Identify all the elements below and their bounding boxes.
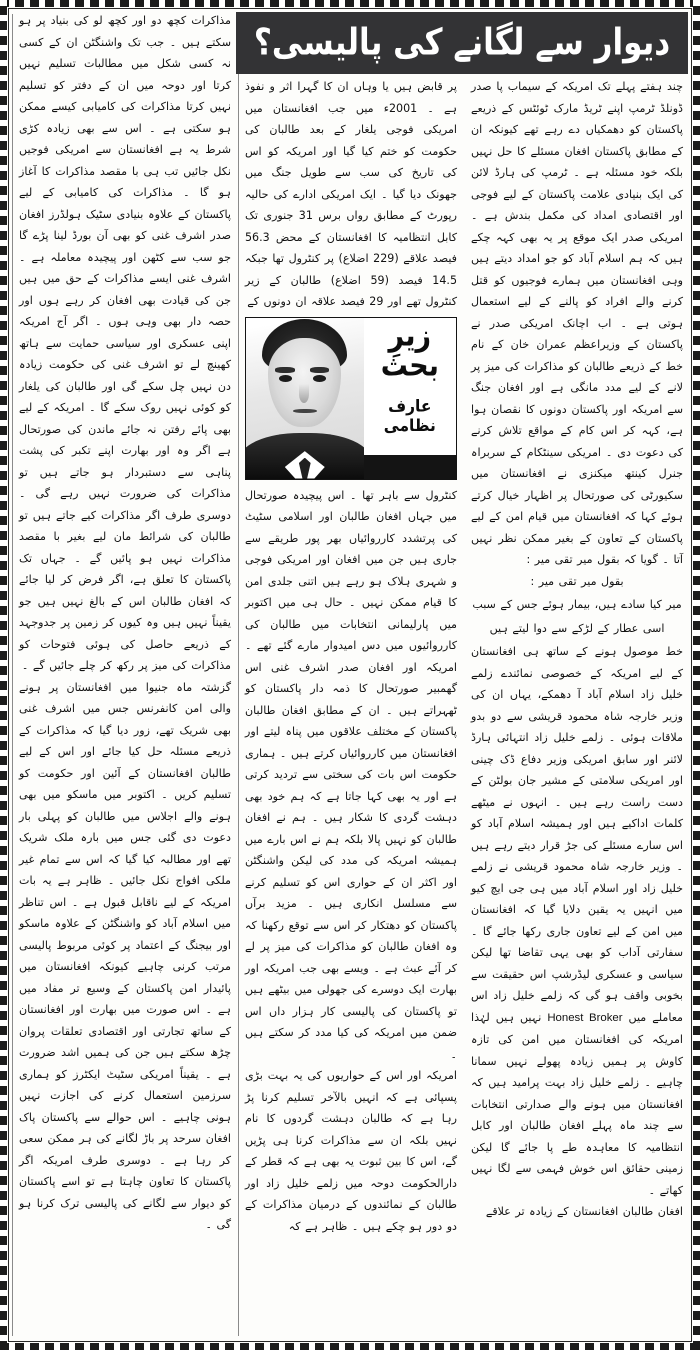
paragraph: افغان طالبان افغانستان کے زیادہ تر علاقے [485, 1205, 683, 1218]
paragraph: پر قابض ہیں یا وہاں ان کا گہرا اثر و نفوذ ہے ۔ 2001ء میں جب افغانستان میں امریکی فوجی یلغار کے بعد طالبان کی حکومت کو ختم کیا گیا اور امریکہ کو اس کی تاریخ کی سب سے طویل جنگ میں جھونک دیا گیا ۔ ایک امریکی ادارے کی حالیہ رپورٹ کے مطابق رواں برس 31 جنوری تک کابل انتظامیہ کا افغانستان کے محض 56.3 فیصد علاقے (229 اضلاع) پر کنٹرول تھا جبکہ 14.5 فیصد (59 اضلاع) طالبان کے زیر کنٹرول تھے اور 29 فیصد علاقہ ان دونوں کے [245, 80, 458, 308]
page-border-bottom [0, 1343, 700, 1350]
column-kicker: زیرِ بحث [380, 317, 439, 383]
byline-labels [364, 318, 456, 479]
paragraph: گزشتہ ماہ جنیوا میں افغانستان پر ہونے والی امن کانفرنس جس میں اشرف غنی بھی شریک تھے، زور دیا گیا کہ مذاکرات کے ذریعے مسئلہ حل کیا جائے اور اس کے لیے طالبان افغانستان کے آئین اور حکومت کو تسلیم کریں ۔ اکتوبر میں ماسکو میں بھی ہونے والے اجلاس میں طالبان کو پہلی بار دعوت دی گئی جس میں بارہ ملک شریک تھے اور مطالبہ کیا گیا کہ اس سے تمام غیر ملکی افواج نکل جائیں ۔ ظاہر ہے یہ بات امریکہ کے لیے ناقابل قبول ہے ۔ اس تناظر میں اسلام آباد کو واشنگٹن کے علاوہ ماسکو اور بیجنگ کے اعتماد پر کوئی مربوط پالیسی مرتب کرنی چاہیے کیونکہ افغانستان میں پائیدار امن پاکستان کے وسیع تر مفاد میں ہے ۔ اس صورت میں بھارت اور افغانستان کے ساتھ تجارتی اور اقتصادی تعلقات پروان چڑھ سکتے ہیں جن کی ہمیں اشد ضرورت ہے ۔ یقیناً امریکی سٹیٹ ایکٹرز کو ہماری سرزمین استعمال کرنے کی اجازت نہیں ہونی چاہیے ۔ اس حوالے سے پاکستان پاک افغان سرحد پر باڑ لگانے کی ہر ممکن سعی کر رہا ہے ۔ دوسری طرف امریکہ اگر پاکستان کا تعاون چاہتا ہے تو اسے پاکستان کو دیوار سے لگانے کی پالیسی ترک کرنا ہو گی ۔ [19, 680, 231, 1231]
byline-block [245, 317, 457, 480]
paragraph: مذاکرات کچھ دو اور کچھ لو کی بنیاد پر ہو سکتے ہیں ۔ جب تک واشنگٹن ان کے کسی نہ کسی شکل میں مطالبات تسلیم نہیں کرتا اور دوحہ میں ان کے دفتر کو تسلیم نہیں کرتا مذاکرات کی کامیابی کیسے ممکن ہو سکتی ہے ۔ اس سے بھی زیادہ کڑی شرط یہ ہے افغانستان سے امریکی فوجیں نکل جائیں تب ہی با مقصد مذاکرات کا آغاز ہو گا ۔ مذاکرات کی کامیابی کے لیے پاکستان کے علاوہ بنیادی سٹیک ہولڈرز افغان صدر اشرف غنی کو بھی آن بورڈ لینا پڑے گا جو سب سے کٹھن اور پیچیدہ معاملہ ہے ۔ اشرف غنی ایسے مذاکرات کے حق میں ہیں جن کی قیادت بھی افغان کر رہے ہوں اور حصہ دار بھی وہی ہوں ۔ اگر آج امریکہ اپنی عسکری اور سیاسی حمایت سے ہاتھ کھینچ لے تو اشرف غنی کی حکومت زیادہ دن نہیں چل سکے گی اور طالبان کی یلغار کو کوئی نہیں روک سکے گا ۔ امریکہ کے لیے بھی پائے رفتن نہ جائے ماندن کی صورتحال ہے اگر وہ اور بھارت اپنے تکبر کی پشت پناہی سے دستبردار ہو جاتے ہیں تو مذاکرات کی ضرورت نہیں رہے گی ۔ دوسری طرف اگر مذاکرات کیے جاتے ہیں تو طالبان کی شرائط مان لیے بغیر با مقصد مذاکرات نہیں ہو پائیں گے ۔ جہاں تک پاکستان کا تعلق ہے، اگر فرض کر لیا جائے کہ افغان طالبان اس کے بالغ نہیں ہیں جو یقیناً نہیں ہیں وہ کیوں کر زمین پر جدوجہد کے ذریعے حاصل کی ہوئی فتوحات کو مذاکرات کی میز پر رکھ کر چلے جائیں گے ۔ [19, 14, 231, 672]
page-border-left [0, 0, 7, 1350]
inner-rule-top [8, 8, 692, 9]
column-left-body [19, 10, 231, 1236]
headline-banner [236, 12, 688, 74]
byline-black-bar [364, 455, 456, 479]
article-columns [10, 10, 690, 1340]
author-name: عارف نظامی [383, 396, 436, 436]
paragraph: چند ہفتے پہلے تک امریکہ کے سیماب پا صدر ڈونلڈ ٹرمپ اپنے ٹریڈ مارک ٹوئٹس کے ذریعے پاکستان کو دھمکیاں دے رہے تھے کیونکہ ان کے مطابق پاکستان افغان مسئلے کا حل نہیں بلکہ خود مسئلہ ہے ۔ ٹرمپ کی ہارڈ لائن کی ایک بنیادی علامت پاکستان کے لیے فوجی اور اقتصادی امداد کی مکمل بندش ہے ۔ امریکی صدر ایک موقع پر یہ بھی کہہ چکے ہیں کہ ہم اسلام آباد کو جو امداد دیتے ہیں وہی افغانستان میں ہمارے فوجیوں کو قتل کرنے والے افراد کو پالنے کے لیے استعمال ہوتی ہے ۔ اب اچانک امریکی صدر نے پاکستان کے وزیراعظم عمران خان کے نام خط کے ذریعے طالبان کو مذاکرات کی میز پر لانے کے لیے مدد مانگی ہے اور افغان جنگ سے امریکہ اور پاکستان دونوں کا نقصان ہوا ہے، کہہ کر اس کام کے مواقع تلاش کرنے کی دعوت دی ۔ امریکی سینٹکام کے سربراہ جنرل کینتھ میکنزی نے افغانستان میں سکیورٹی کی صورتحال پر اظہار خیال کرتے ہوئے کہا کہ افغانستان میں قیام امن کے لیے پاکستان کے تعاون کے بغیر ممکن نظر نہیں آتا ۔ گویا کہ بقول میر تقی میر : [471, 80, 683, 566]
inner-rule-bottom [8, 1341, 692, 1342]
page-title: دیوار سے لگانے کی پالیسی؟ [253, 21, 671, 64]
column-right [464, 10, 690, 1340]
portrait-brow-left [275, 367, 295, 372]
column-rule-middle [238, 14, 239, 1336]
couplet-line-2: اسی عطار کے لڑکے سے دوا لیتے ہیں [489, 621, 665, 635]
inner-rule-left [8, 8, 9, 1342]
column-middle [238, 10, 464, 1340]
inner-rule-right [691, 8, 692, 1342]
paragraph: خط موصول ہونے کے ساتھ ہی افغانستان کے لیے امریکہ کے خصوصی نمائندے زلمے خلیل زاد اسلام آباد آ دھمکے، یہاں ان کی وزیر خارجہ شاہ محمود قریشی سے دو بدو ملاقات ہوئی ۔ زلمے خلیل زاد انتہائی ہارڈ لائنر اور سابق امریکی وزیر دفاع ڈک چینی اور امریکی سلامتی کے مشیر جان بولٹن کے دست راست رہے ہیں ۔ انہوں نے میٹھے کلمات اداکیے ہیں اور ہمیشہ اسلام آباد کو اس سارے مسئلے کی جڑ قرار دیتے رہے ہیں ۔ وزیر خارجہ شاہ محمود قریشی نے زلمے خلیل زاد اور اسلام آباد میں ہی جی ایچ کیو میں انہیں یہ یقین دلایا گیا کہ افغانستان میں امن کے لیے تعاون جاری رکھا جائے گا ۔ سفارتی آداب کو بھی یہی تقاضا تھا لیکن سیاسی و عسکری لیڈرشپ اس حقیقت سے بخوبی واقف ہو گی کہ زلمے خلیل زاد اس معاملے میں Honest Broker نہیں ہیں لہٰذا امریکہ کی افغانستان میں امن کی تازہ کاوش پر ہمیں زیادہ پھولے نہیں سمانا چاہیے ۔ زلمے خلیل زاد بہت پرامید ہیں کہ افغانستان میں ہونے والے صدارتی انتخابات سے چند ماہ پہلے افغان طالبان اور کابل انتظامیہ کا معاہدہ طے پا جائے گا لیکن زمینی حقائق اس خوش فہمی سے لگا نہیں کھاتے ۔ [471, 645, 683, 1197]
paragraph: امریکہ اور اس کے حواریوں کی یہ بہت بڑی پسپائی ہے کہ انہیں بالآخر تسلیم کرنا پڑ رہا ہے کہ طالبان دہشت گردوں کا نام نہیں بلکہ ان سے مذاکرات کرنا ہی پڑیں گے، اس کا بین ثبوت یہ بھی ہے کہ قطر کے دارالحکومت دوحہ میں زلمے خلیل زاد اور طالبان کے نمائندوں کے درمیان مذاکرات کے دو دور ہو چکے ہیں ۔ ظاہر ہے کہ [245, 1069, 457, 1233]
portrait-brow-right [310, 367, 330, 372]
paragraph: کنٹرول سے باہر تھا ۔ اس پیچیدہ صورتحال میں جہاں افغان طالبان اور اسلامی سٹیٹ کی پرتشدد کارروائیاں بھر پور طریقے سے جاری ہیں جن میں افغان اور امریکی فوجی و شہری ہلاک ہو رہے ہیں اتنی جلدی امن کا قیام ممکن نہیں ۔ حال ہی میں اکتوبر میں پارلیمانی انتخابات میں طالبان کی کارروائیوں میں دس امیدوار مارے گئے تھے ۔ امریکہ اور افغان صدر اشرف غنی اس گھمبیر صورتحال کا ذمہ دار پاکستان کو ٹھہراتے ہیں ۔ ان کے مطابق افغان طالبان پاکستان کے مختلف علاقوں میں پناہ لیتے اور افغانستان میں کارروائیاں کرتے ہیں ۔ ہماری حکومت اس بات کی سختی سے تردید کرتی ہے اور یہ بھی کہا جاتا ہے کہ ہم خود بھی دہشت گردی کا شکار ہیں ۔ ہم نے افغان طالبان کو نہیں پالا بلکہ ہم نے اس بارے میں ہمیشہ امریکہ کی مدد کی لیکن واشنگٹن اور اکثر ان کے حواری اس کو تسلیم کرنے سے مسلسل انکاری ہیں ۔ مزید برآں پاکستان کو دھتکار کر اس سے توقع رکھنا کہ وہ افغان طالبان کو مذاکرات کی میز پر لے کر آئے عبث ہے ۔ ویسے بھی جب امریکہ اور بھارت ایک دوسرے کی جھولی میں بیٹھے ہیں تو پاکستان کی پالیسی کار ہزار داں اس ضمن میں امریکہ کی کیا مدد کر سکتے ہیں ۔ [245, 488, 457, 1061]
column-middle-body-bottom [245, 485, 457, 1238]
author-photo [246, 318, 364, 479]
column-left [12, 10, 238, 1340]
couplet-line-1: میر کیا سادے ہیں، بیمار ہوئے جس کے سبب [472, 598, 682, 611]
page-border-top [0, 0, 700, 7]
column-right-body [471, 76, 683, 1223]
article-sheet [10, 10, 690, 1340]
couplet-lead: بقول میر تقی میر : [530, 574, 624, 588]
page-border-right [693, 0, 700, 1350]
latin-term: Honest Broker [547, 1011, 623, 1024]
column-middle-body-top [245, 76, 457, 313]
column-rule-left [12, 14, 13, 1336]
